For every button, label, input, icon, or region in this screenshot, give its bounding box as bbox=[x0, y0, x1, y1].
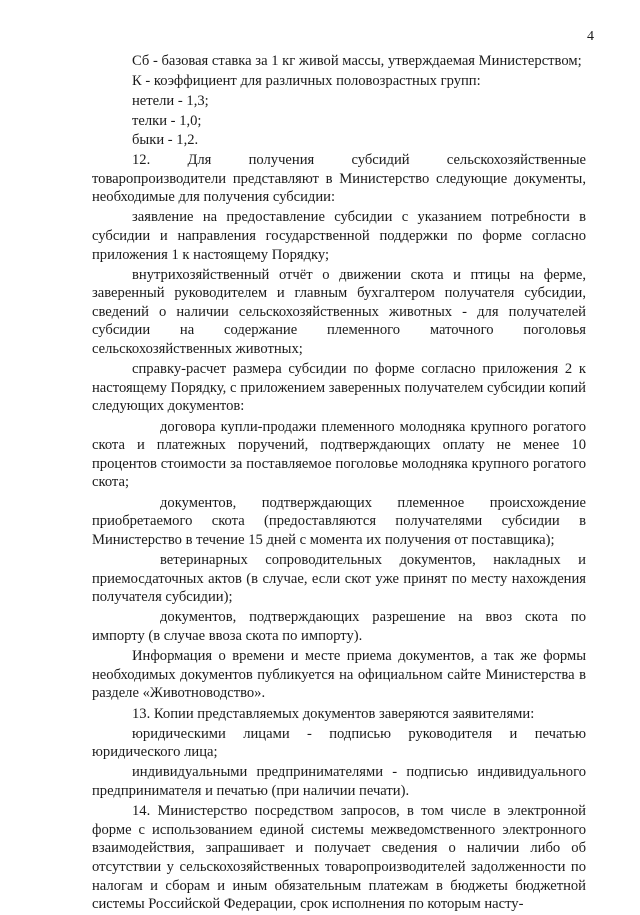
paragraph-item-14: 14. Министерство посредством запросов, в том числе в электронной форме с использованием единой системы межведомственного электронного взаимодействия, запрашивает и получает сведения о наличии либо об отсутствии у сельскохозяйственных товаропроизводителей задолженности по налогам и сборам и иным обязательным платежам в бюджеты бюджетной системы Российской Федерации, срок исполнения по которым насту- bbox=[92, 803, 586, 913]
paragraph-sales-contract: договора купли-продажи племенного молодняка крупного рогатого скота и платежных поручений, подтверждающих оплату не менее 10 процентов стоимости за поставляемое поголовье молодняка крупного рогатого скота; bbox=[92, 418, 586, 491]
paragraph-item-12: 12. Для получения субсидий сельскохозяйственные товаропроизводители представляют в Министерство следующие документы, необходимые для получения субсидии: bbox=[92, 151, 586, 206]
paragraph-application: заявление на предоставление субсидии с указанием потребности в субсидии и направления государственной поддержки по форме согласно приложения 1 к настоящему Порядку; bbox=[92, 209, 586, 263]
list-item-heifers: нетели - 1,3; bbox=[132, 93, 209, 110]
list-item-bulls: быки - 1,2. bbox=[132, 131, 199, 148]
paragraph-import-permit: документов, подтверждающих разрешение на ввоз скота по импорту (в случае ввоза скота по импорту). bbox=[92, 609, 586, 644]
paragraph-entrepreneurs: индивидуальными предпринимателями - подписью индивидуального предпринимателя и печатью (при наличии печати). bbox=[92, 764, 586, 800]
document-body bbox=[92, 52, 586, 915]
page-number: 4 bbox=[587, 29, 594, 44]
paragraph-information: Информация о времени и месте приема документов, а так же формы необходимых документов публикуется на официальном сайте Министерства в разделе «Животноводство». bbox=[92, 648, 586, 702]
paragraph-breeding-origin: документов, подтверждающих племенное происхождение приобретаемого скота (предоставляются получателями субсидии в Министерство в течение 15 дней с момента их получения от поставщика); bbox=[92, 494, 586, 548]
paragraph-veterinary-documents: ветеринарных сопроводительных документов, накладных и приемосдаточных актов (в случае, если скот уже принят по месту нахождения получателя субсидии); bbox=[92, 551, 586, 606]
list-item-calves: телки - 1,0; bbox=[132, 112, 202, 129]
paragraph-sb-definition: Сб - базовая ставка за 1 кг живой массы, утверждаемая Министерством; bbox=[132, 53, 582, 69]
paragraph-item-13: 13. Копии представляемых документов заверяются заявителями: bbox=[132, 705, 535, 722]
paragraph-k-definition: К - коэффициент для различных половозрастных групп: bbox=[132, 73, 481, 90]
paragraph-calculation-certificate: справку-расчет размера субсидии по форме согласно приложения 2 к настоящему Порядку, с приложением заверенных получателем субсидии копий следующих документов: bbox=[92, 361, 586, 415]
paragraph-internal-report: внутрихозяйственный отчёт о движении скота и птицы на ферме, заверенный руководителем и главным бухгалтером получателя субсидии, сведений о наличии сельскохозяйственных животных - для получателей субсидии на содержание племенного маточного поголовья сельскохозяйственных животных; bbox=[92, 266, 586, 358]
paragraph-legal-entities: юридическими лицами - подписью руководителя и печатью юридического лица; bbox=[92, 725, 586, 761]
